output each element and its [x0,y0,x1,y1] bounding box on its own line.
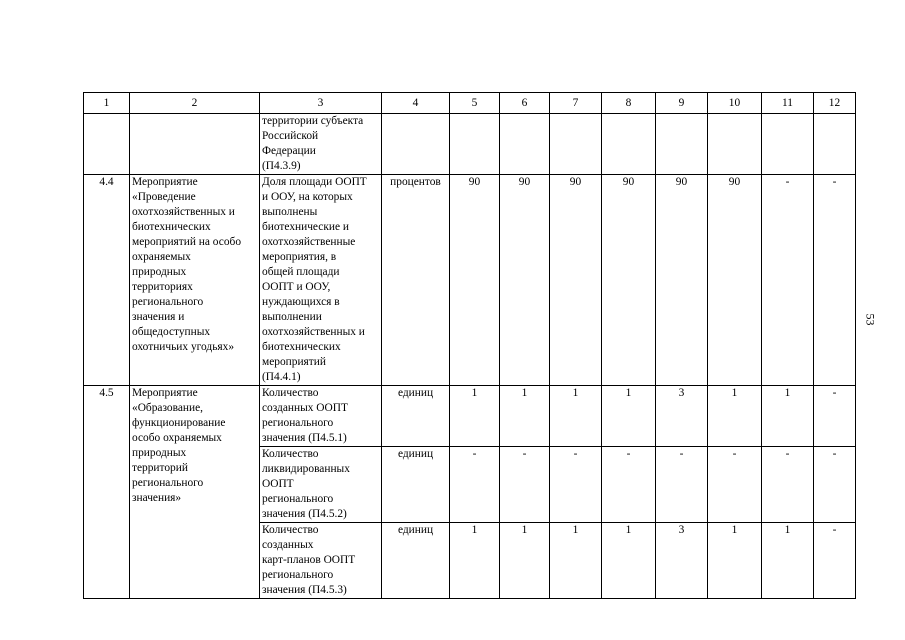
value-cell: 1 [762,523,814,599]
value-cell: 1 [602,523,656,599]
value-cell: - [762,447,814,523]
value-cell: 1 [450,386,500,447]
row-number: 4.5 [84,386,130,599]
column-header: 9 [656,93,708,114]
unit-cell [382,114,450,175]
value-cell: 90 [656,175,708,386]
value-cell [450,114,500,175]
value-cell [550,114,602,175]
value-cell: - [550,447,602,523]
column-header: 10 [708,93,762,114]
value-cell: - [814,175,856,386]
value-cell: 1 [708,386,762,447]
value-cell [814,114,856,175]
value-cell: - [814,386,856,447]
column-header: 12 [814,93,856,114]
value-cell: 1 [602,386,656,447]
value-cell: 90 [500,175,550,386]
value-cell: - [450,447,500,523]
value-cell: - [602,447,656,523]
page-number: 53 [863,313,878,326]
value-cell: - [814,523,856,599]
indicators-table [83,92,856,599]
value-cell: 1 [550,386,602,447]
event-cell [130,114,260,175]
value-cell: 90 [708,175,762,386]
row-number: 4.4 [84,175,130,386]
value-cell: 90 [602,175,656,386]
column-header: 1 [84,93,130,114]
value-cell [602,114,656,175]
column-header: 7 [550,93,602,114]
value-cell: 3 [656,386,708,447]
event-cell: Мероприятие «Образование, функционирование особо охраняемых природных территорий регионального значения» [130,386,260,599]
unit-cell: единиц [382,386,450,447]
table-row [84,175,856,386]
value-cell: - [656,447,708,523]
unit-cell: единиц [382,523,450,599]
value-cell [708,114,762,175]
value-cell: 1 [762,386,814,447]
value-cell: 90 [550,175,602,386]
table-row [84,386,856,447]
indicator-cell: территории субъекта Российской Федерации (П4.3.9) [260,114,382,175]
column-header: 8 [602,93,656,114]
value-cell: 1 [708,523,762,599]
value-cell [500,114,550,175]
value-cell: 3 [656,523,708,599]
indicator-cell: Доля площади ООПТ и ООУ, на которых выполнены биотехнические и охотхозяйственные мероприятия, в общей площади ООПТ и ООУ, нуждающихся в выполнении охотхозяйственных и биотехнических мероприятий (П4.4.1) [260,175,382,386]
table-row [84,114,856,175]
value-cell: 1 [500,523,550,599]
column-header: 2 [130,93,260,114]
indicator-cell: Количество ликвидированных ООПТ регионального значения (П4.5.2) [260,447,382,523]
event-cell: Мероприятие «Проведение охотхозяйственных и биотехнических мероприятий на особо охраняемых природных территориях регионального значения и общедоступных охотничьих угодьях» [130,175,260,386]
column-header: 3 [260,93,382,114]
value-cell: - [708,447,762,523]
unit-cell: процентов [382,175,450,386]
value-cell: - [762,175,814,386]
value-cell [762,114,814,175]
value-cell: - [814,447,856,523]
indicator-cell: Количество созданных карт-планов ООПТ регионального значения (П4.5.3) [260,523,382,599]
value-cell: 90 [450,175,500,386]
column-header: 11 [762,93,814,114]
value-cell: 1 [550,523,602,599]
header-row [84,93,856,114]
column-header: 4 [382,93,450,114]
indicator-cell: Количество созданных ООПТ регионального значения (П4.5.1) [260,386,382,447]
value-cell [656,114,708,175]
column-header: 5 [450,93,500,114]
value-cell: - [500,447,550,523]
value-cell: 1 [450,523,500,599]
value-cell: 1 [500,386,550,447]
unit-cell: единиц [382,447,450,523]
column-header: 6 [500,93,550,114]
row-number [84,114,130,175]
